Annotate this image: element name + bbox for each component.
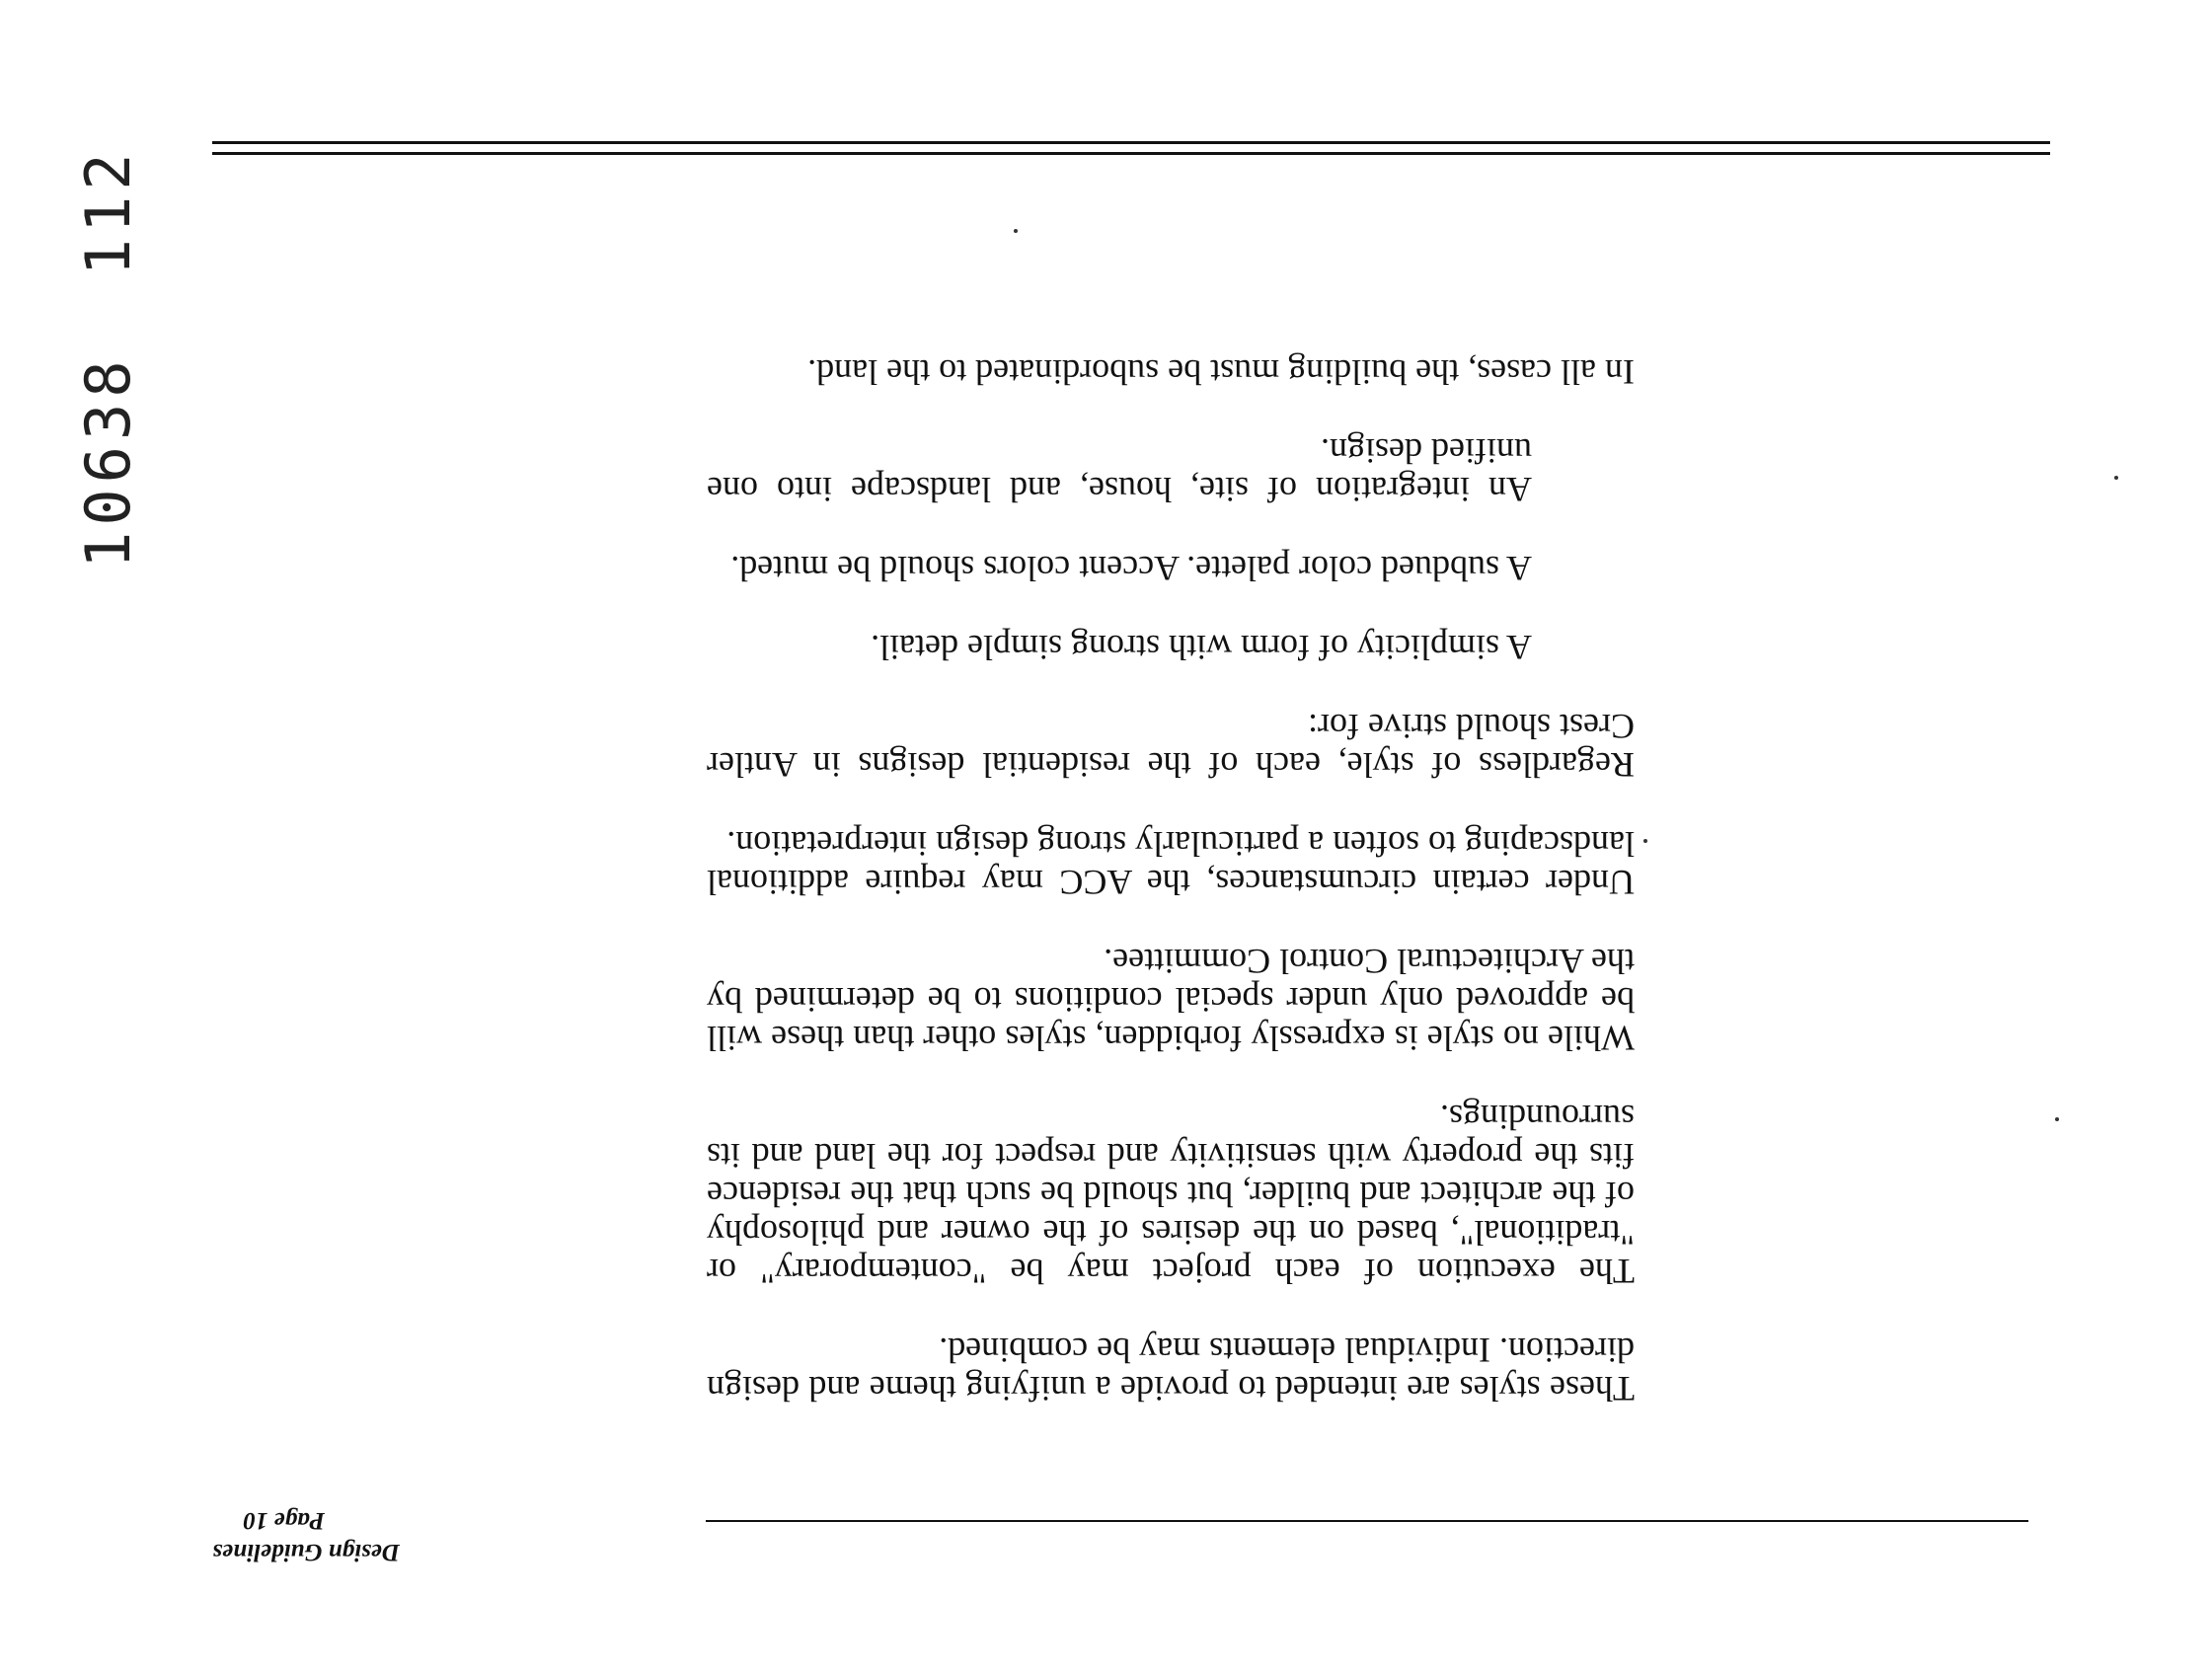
list-item-integration: An integration of site, house, and landscape into one unified design. bbox=[707, 431, 1532, 509]
paragraph-closing: In all cases, the building must be subordinated to the land. bbox=[807, 352, 1635, 392]
stamp-code: 112 bbox=[72, 147, 144, 276]
scan-speck bbox=[2055, 1117, 2059, 1121]
footer-title: Design Guidelines bbox=[212, 1539, 400, 1565]
document-stamp bbox=[71, 147, 144, 569]
bottom-double-rule bbox=[212, 141, 2050, 155]
scan-speck bbox=[1014, 229, 1018, 233]
top-rule bbox=[706, 1520, 2028, 1522]
body-text bbox=[707, 312, 1635, 1408]
footer bbox=[212, 1504, 400, 1567]
page-number: Page 10 bbox=[243, 1507, 325, 1534]
stamp-number: 10638 bbox=[72, 354, 144, 569]
paragraph-acc-landscaping: Under certain circumstances, the ACC may require additional landscaping to soften a particularly strong design interpretation. bbox=[707, 824, 1635, 902]
paragraph-execution: The execution of each project may be "contemporary" or "traditional", based on the desires of the owner and philosophy of the architect and builder, but should be such that the residence fits the property with sensitivity and respect for the land and its surroundings. bbox=[707, 1098, 1635, 1291]
paragraph-regardless-of-style: Regardless of style, each of the residential designs in Antler Crest should strive for: bbox=[707, 707, 1635, 785]
list-item-color-palette: A subdued color palette. Accent colors should be muted. bbox=[730, 549, 1532, 588]
scan-speck bbox=[1643, 839, 1647, 843]
paragraph-styles-intent: These styles are intended to provide a unifying theme and design direction. Individual elements may be combined. bbox=[707, 1331, 1635, 1408]
list-item-simplicity: A simplicity of form with strong simple detail. bbox=[871, 628, 1532, 667]
scan-speck bbox=[2114, 476, 2118, 480]
paragraph-no-style-forbidden: While no style is expressly forbidden, styles other than these will be approved only under special conditions to be determined by the Architectural Control Committee. bbox=[707, 942, 1635, 1058]
